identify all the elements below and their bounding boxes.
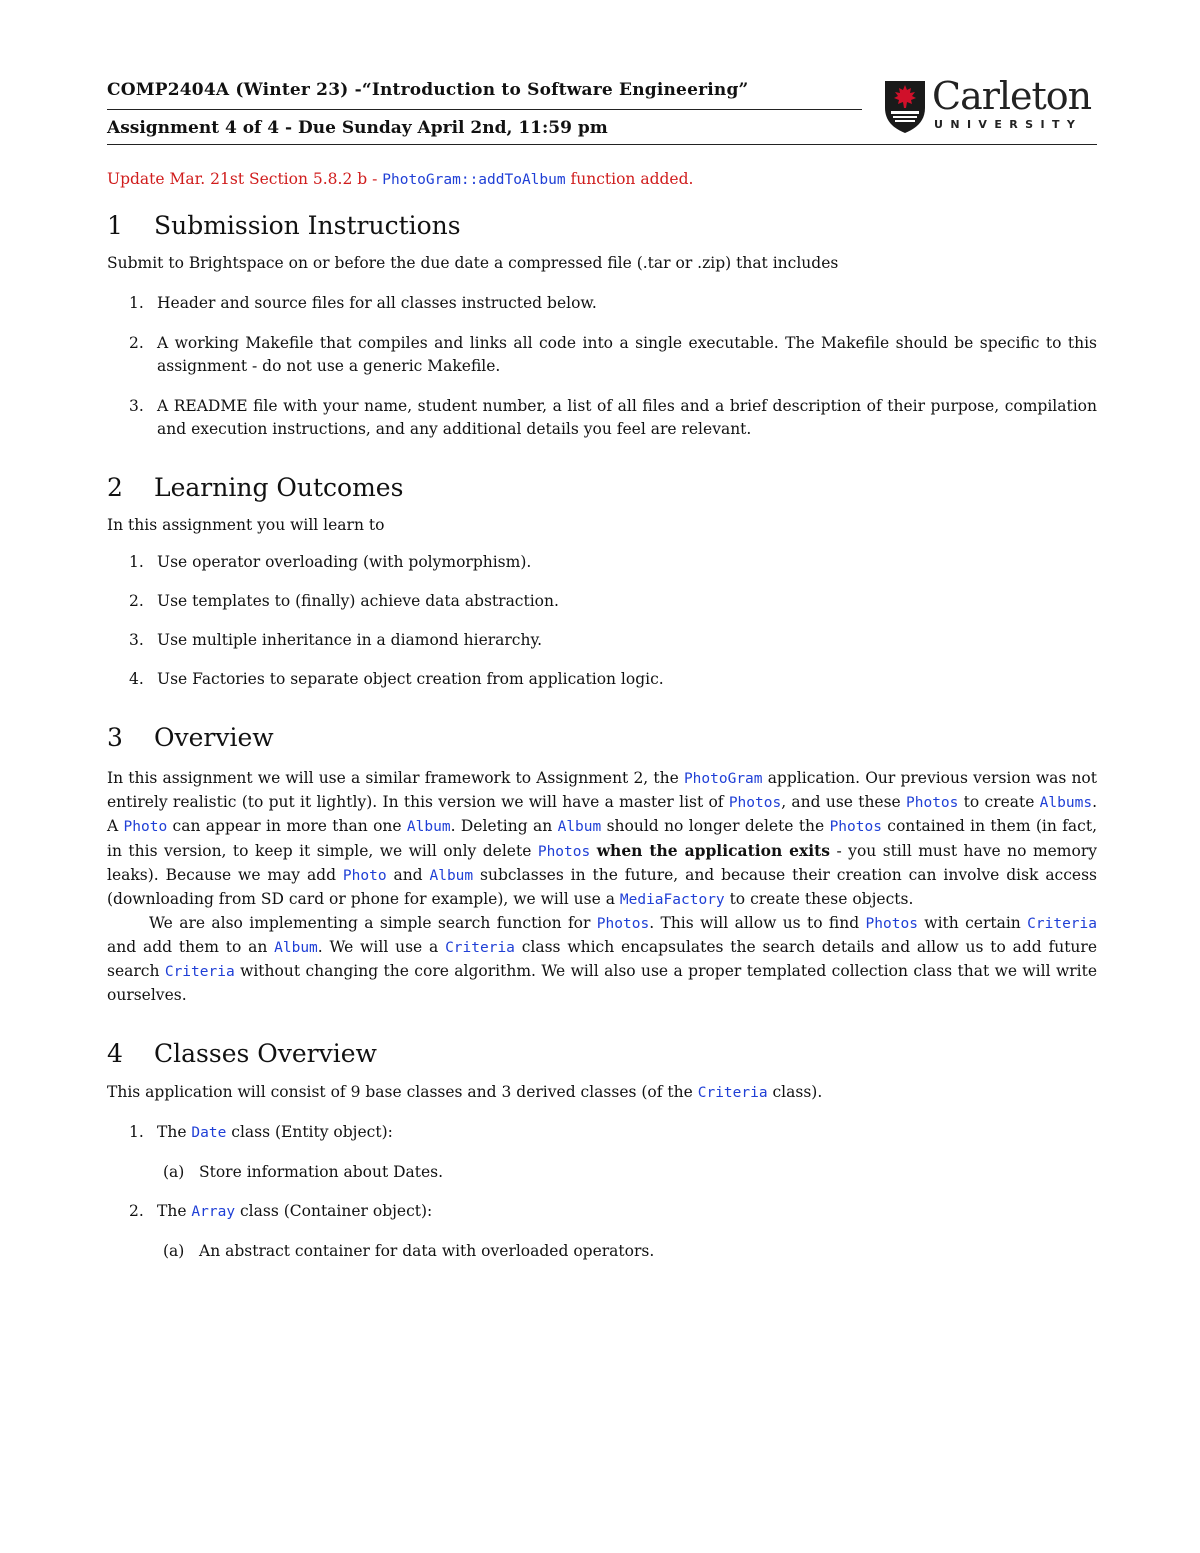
- list-item: 1. Use operator overloading (with polymorphism).: [129, 553, 532, 571]
- section-heading: [107, 1037, 1097, 1071]
- class-name: Array: [191, 1204, 236, 1220]
- classes-list: [107, 1121, 1097, 1263]
- code-term: Photo: [342, 868, 387, 884]
- text-run: - you still must have no memory leaks). Because we may add: [107, 842, 1098, 884]
- text-run: In this assignment we will use a similar framework to Assignment 2, the: [107, 769, 684, 787]
- list-item: 2. The Array class (Container object): (a) An abstract container for data with overloaded operators.: [107, 1200, 1097, 1263]
- course-title: COMP2404A (Winter 23) -“Introduction to Software Engineering”: [107, 80, 749, 100]
- text-run: to create these objects.: [724, 890, 914, 908]
- section-number: 1: [107, 211, 123, 240]
- section-number: 4: [107, 1039, 123, 1068]
- list-item: 3. A README file with your name, student number, a list of all files and a brief description of their purpose, compilation and execution instructions, and any additional details you feel are relevant.: [129, 397, 1097, 438]
- text-run: class).: [767, 1083, 823, 1101]
- text-run: to create: [958, 793, 1040, 811]
- numbered-list: [107, 292, 1097, 441]
- code-term: Criteria: [1027, 916, 1097, 932]
- paragraph: Submit to Brightspace on or before the due date a compressed file (.tar or .zip) that includes: [107, 254, 839, 272]
- code-term: Criteria: [164, 964, 235, 980]
- code-term: Album: [429, 868, 474, 884]
- section-number: 2: [107, 473, 123, 502]
- code-term: Criteria: [697, 1085, 768, 1101]
- code-term: Photos: [906, 795, 959, 811]
- text-run: should no longer delete the: [601, 817, 830, 835]
- header-bottom-rule: [107, 144, 1097, 145]
- overview-paragraph-1: [107, 767, 1097, 912]
- bold-text: when the application exits: [596, 841, 831, 860]
- carleton-shield-icon: [882, 78, 928, 134]
- section-title: Submission Instructions: [154, 211, 461, 240]
- document-body: [107, 168, 1097, 1263]
- section-heading: [107, 471, 1097, 505]
- update-suffix: function added.: [565, 170, 694, 188]
- class-name: Date: [191, 1125, 227, 1141]
- sub-list-item: (a) Store information about Dates.: [163, 1163, 444, 1181]
- code-term: Photo: [123, 819, 168, 835]
- section-number: 3: [107, 723, 123, 752]
- text-run: without changing the core algorithm. We will also use a proper templated collection class that we will write ourselves.: [107, 962, 1097, 1004]
- list-item: 1. Header and source files for all classes instructed below.: [129, 294, 597, 312]
- code-term: Criteria: [445, 940, 515, 956]
- code-term: Photos: [728, 795, 782, 811]
- paragraph: In this assignment you will learn to: [107, 516, 385, 534]
- update-notice: [107, 168, 1097, 192]
- code-term: Albums: [1039, 795, 1093, 811]
- section-title: Learning Outcomes: [154, 473, 404, 502]
- code-term: Photos: [537, 844, 591, 860]
- code-term: MediaFactory: [619, 892, 725, 908]
- code-term: Album: [557, 819, 602, 835]
- text-run: , and use these: [781, 793, 906, 811]
- code-term: Photos: [829, 819, 882, 835]
- text-run: application. Our previous version was not entirely realistic (to put it lightly). In this version we will have a master list of: [107, 769, 1097, 811]
- text-run: with certain: [917, 914, 1028, 932]
- list-item: 3. Use multiple inheritance in a diamond hierarchy.: [129, 631, 543, 649]
- sub-list: [107, 1240, 1097, 1263]
- header-rule: [107, 109, 862, 110]
- text-run: contained in them (in fact, in this version, to keep it simple, we will only delete: [107, 817, 1098, 860]
- code-term: Album: [406, 819, 451, 835]
- carleton-logo: [878, 76, 1098, 136]
- page-header: [107, 76, 1097, 148]
- list-item: 2. Use templates to (finally) achieve data abstraction.: [129, 592, 559, 610]
- code-term: Photos: [596, 916, 650, 932]
- logo-wordmark: Carleton: [932, 74, 1092, 118]
- assignment-due-line: Assignment 4 of 4 - Due Sunday April 2nd, 11:59 pm: [107, 118, 608, 138]
- text-run: . We will use a: [317, 938, 446, 956]
- text-run: . A: [107, 793, 1097, 835]
- code-term: PhotoGram: [683, 771, 763, 787]
- sub-list-item: (a) An abstract container for data with overloaded operators.: [163, 1242, 655, 1260]
- text-run: . This will allow us to find: [649, 914, 866, 932]
- list-item: 2. A working Makefile that compiles and links all code into a single executable. The Makefile should be specific to this assignment - do not use a generic Makefile.: [129, 334, 1097, 375]
- text-run: can appear in more than one: [167, 817, 407, 835]
- numbered-list: [107, 551, 1097, 691]
- code-term: Album: [274, 940, 318, 956]
- update-prefix: Update Mar. 21st Section 5.8.2 b -: [107, 170, 383, 188]
- text-run: class which encapsulates the search details and allow us to add future search: [107, 938, 1097, 980]
- section-title: Classes Overview: [154, 1039, 377, 1068]
- list-item: 1. The Date class (Entity object): (a) Store information about Dates.: [107, 1121, 1097, 1184]
- text-run: . Deleting an: [450, 817, 558, 835]
- text-run: We are also implementing a simple search function for: [149, 914, 597, 932]
- update-code: PhotoGram::addToAlbum: [382, 172, 566, 188]
- classes-intro: [107, 1081, 1097, 1105]
- text-run: subclasses in the future, and because their creation can involve disk access (downloading from SD card or phone for example), we will use a: [107, 866, 1097, 908]
- section-heading: [107, 721, 1097, 755]
- code-term: Photos: [865, 916, 918, 932]
- sub-list: [107, 1161, 1097, 1184]
- section-heading: [107, 209, 1097, 243]
- text-run: This application will consist of 9 base classes and 3 derived classes (of the: [107, 1083, 698, 1101]
- text-run: and: [386, 866, 430, 884]
- text-run: and add them to an: [107, 938, 275, 956]
- logo-subtitle: UNIVERSITY: [934, 118, 1083, 131]
- list-item: 4. Use Factories to separate object creation from application logic.: [129, 670, 664, 688]
- overview-paragraph-2: [107, 912, 1097, 1007]
- section-title: Overview: [154, 723, 274, 752]
